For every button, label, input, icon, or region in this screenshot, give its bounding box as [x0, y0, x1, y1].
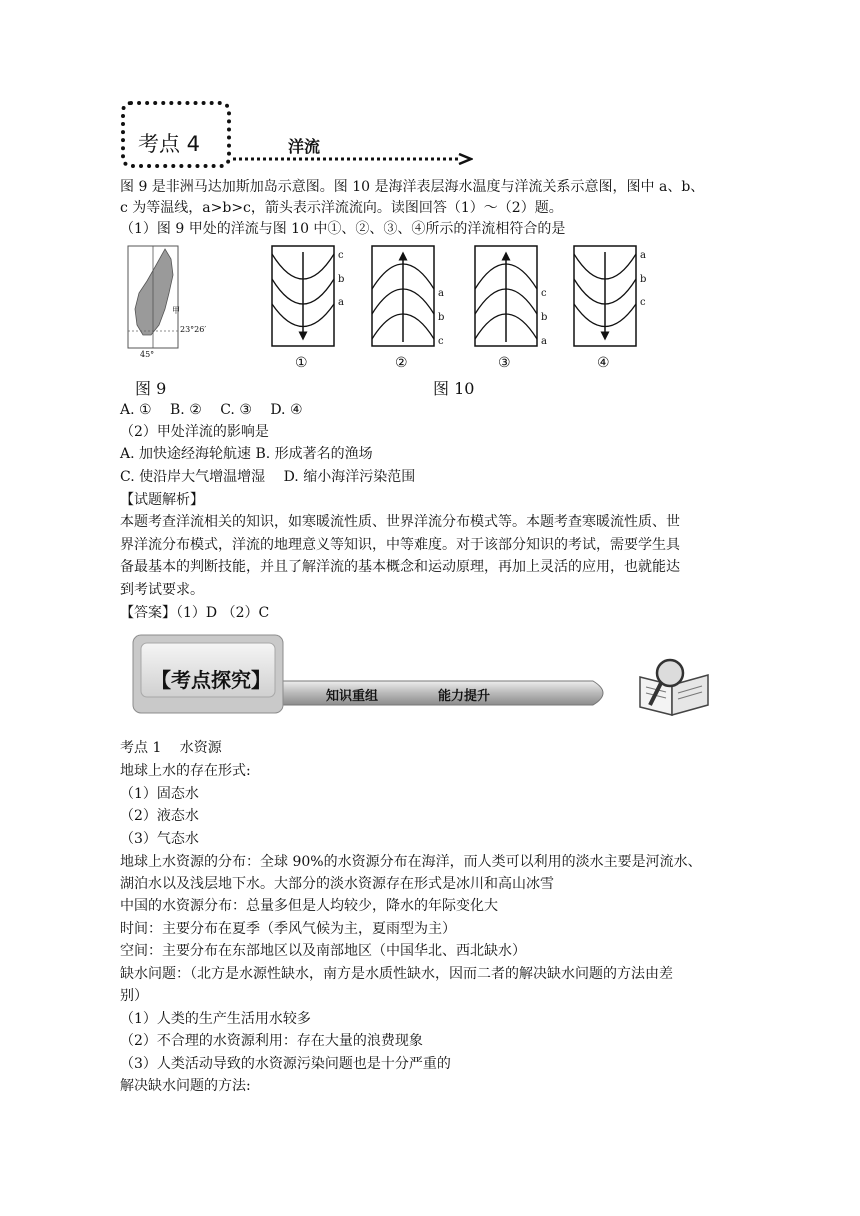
book-magnifier-icon: [636, 657, 712, 721]
panel-3-label: a: [541, 336, 547, 347]
panel-3-label: c: [541, 288, 547, 299]
kaodian1-title: 考点 1 水资源: [120, 740, 222, 756]
panel-2-number: ②: [395, 355, 408, 371]
kaodian1-line: 别）: [120, 988, 148, 1004]
place-label: 甲: [172, 306, 180, 315]
kaodian1-line: （3）气态水: [120, 831, 199, 847]
panel-4-number: ④: [597, 355, 610, 371]
analysis-line: 界洋流分布模式，洋流的地理意义等知识，中等难度。对于该部分知识的考试，需要学生具: [120, 537, 680, 553]
longitude-label: 45°: [140, 350, 155, 359]
figure10-panels: [270, 244, 650, 374]
q1-stem: （1）图 9 甲处的洋流与图 10 中①、②、③、④所示的洋流相符合的是: [120, 221, 566, 237]
analysis-line: 到考试要求。: [120, 582, 204, 598]
panel-1-number: ①: [295, 355, 308, 371]
answer: 【答案】（1）D （2）C: [120, 605, 270, 621]
kaodian1-line: （3）人类活动导致的水资源污染问题也是十分严重的: [120, 1056, 451, 1072]
panel-4-label: a: [640, 250, 646, 261]
panel-3-label: b: [541, 312, 548, 323]
kaodian1-line: 中国的水资源分布：总量多但是人均较少，降水的年际变化大: [120, 898, 498, 914]
kaodian1-line: 解决缺水问题的方法:: [120, 1078, 251, 1094]
panel-1-diagram: [272, 246, 334, 346]
banner-subtitle-2: 能力提升: [438, 689, 491, 704]
kaodian-title: 洋流: [288, 137, 321, 156]
q2-options-cd: C. 使沿岸大气增温增湿 D. 缩小海洋污染范围: [120, 469, 416, 485]
banner-subtitle-1: 知识重组: [326, 689, 379, 704]
kaodian1-line: 地球上水资源的分布：全球 90%的水资源分布在海洋，而人类可以利用的淡水主要是河流水、: [120, 854, 702, 870]
madagascar-map: [127, 245, 179, 349]
panel-3-diagram: [475, 246, 537, 346]
kaodian1-line: （1）固态水: [120, 786, 199, 802]
analysis-line: 备最基本的判断技能，并且了解洋流的基本概念和运动原理，再加上灵活的应用，也就能达: [120, 559, 680, 575]
q2-options-ab: A. 加快途经海轮航速 B. 形成著名的渔场: [120, 446, 373, 462]
analysis-heading: 【试题解析】: [120, 492, 204, 508]
kaodian1-line: 缺水问题：（北方是水源性缺水，南方是水质性缺水，因而二者的解决缺水问题的方法由差: [120, 966, 673, 982]
panel-1-label: c: [338, 250, 344, 261]
panel-4-label: c: [640, 297, 646, 308]
kaodian1-line: 时间：主要分布在夏季（季风气候为主，夏雨型为主）: [120, 921, 456, 937]
dotted-arrow-icon: [233, 153, 473, 165]
kaodian1-line: 湖泊水以及浅层地下水。大部分的淡水资源存在形式是冰川和高山冰雪: [120, 876, 554, 892]
panel-1-label: a: [338, 297, 344, 308]
panel-2-label: b: [438, 312, 445, 323]
panel-2-diagram: [372, 246, 434, 346]
panel-2-label: c: [438, 336, 444, 347]
intro-line-1: 图 9 是非洲马达加斯加岛示意图。图 10 是海洋表层海水温度与洋流关系示意图，图中 a、b、: [120, 179, 705, 195]
kaodian1-line: （1）人类的生产生活用水较多: [120, 1011, 311, 1027]
kaodian1-line: （2）不合理的水资源利用：存在大量的浪费现象: [120, 1033, 423, 1049]
figure10-caption: 图 10: [433, 379, 475, 398]
panel-1-label: b: [338, 274, 345, 285]
panel-2-label: a: [438, 288, 444, 299]
kaodian1-line: 地球上水的存在形式:: [120, 763, 251, 779]
panel-3-number: ③: [498, 355, 511, 371]
figure9-caption: 图 9: [135, 379, 167, 398]
q1-options: A. ① B. ② C. ③ D. ④: [120, 402, 303, 418]
kaodian1-line: 空间：主要分布在东部地区以及南部地区（中国华北、西北缺水）: [120, 943, 526, 959]
panel-4-label: b: [640, 274, 647, 285]
banner-title: 【考点探究】: [151, 668, 271, 692]
panel-4-diagram: [574, 246, 636, 346]
kaodian1-line: （2）液态水: [120, 808, 199, 824]
intro-line-2: c 为等温线，a>b>c，箭头表示洋流流向。读图回答（1）～（2）题。: [120, 200, 563, 216]
latitude-label: 23°26′: [180, 325, 207, 334]
kaodian-box-label: 考点 4: [138, 132, 201, 156]
analysis-line: 本题考查洋流相关的知识，如寒暖流性质、世界洋流分布模式等。本题考查寒暖流性质、世: [120, 514, 680, 530]
q2-stem: （2）甲处洋流的影响是: [120, 424, 269, 440]
